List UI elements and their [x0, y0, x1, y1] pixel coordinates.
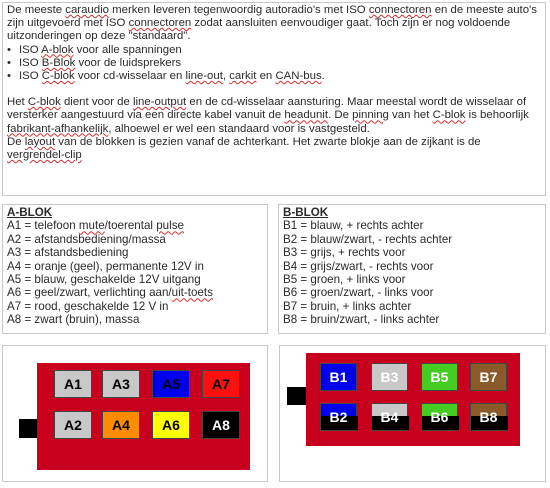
pin-label: A5	[162, 376, 180, 392]
text-run: ,	[222, 70, 230, 83]
text-run: B3 = grijs, + rechts voor	[283, 246, 406, 260]
pin-b1	[320, 363, 357, 391]
b-blok-row	[283, 260, 541, 273]
a-blok-row	[7, 300, 263, 313]
text-run: en de cd-wisselaar aansturing. Maar meestal wordt de wisselaar of versterker aangestuurd via een directe kabel vanuit de	[7, 96, 527, 122]
pin-label: A7	[212, 376, 230, 392]
b-blok-row	[283, 219, 541, 232]
text-run: B4 = grijs/zwart, - rechts voor	[283, 259, 434, 273]
pin-a4	[102, 411, 140, 439]
text-run: A4 = oranje (geel), permanente 12V in	[7, 259, 204, 273]
text-run: B6 = groen/zwart, - links voor	[283, 286, 434, 300]
text-run: De	[7, 135, 25, 148]
pin-a3	[102, 370, 140, 398]
spellcheck-word: uit-toets	[171, 286, 213, 300]
spellcheck-word: mute	[78, 219, 105, 233]
text-run: van het	[388, 109, 433, 122]
text-run: voor cd-wisselaar en	[74, 70, 186, 83]
text-run: ISO	[19, 56, 42, 69]
text-run: A6 = geel/zwart, verlichting aan/	[7, 286, 172, 300]
a-blok-title: A-BLOK	[7, 206, 53, 219]
a-blok-row	[7, 219, 263, 232]
spellcheck-word: C-blok	[27, 96, 61, 109]
pin-label: A3	[112, 376, 130, 392]
text-run: B7 = bruin, + links achter	[283, 299, 412, 313]
text-run: A1 = telefoon	[7, 219, 79, 233]
text-run: .	[321, 70, 325, 83]
a-blok-row	[7, 313, 263, 326]
text-run: De meeste	[7, 4, 66, 16]
text-run: . De	[328, 109, 353, 122]
text-run: B8 = bruin/zwart, - links achter	[283, 313, 440, 327]
text-run: zodat aansluiten eenvoudiger gaat. Toch zijn er nog voldoende uitzonderingen op deze "standaard".	[7, 17, 511, 43]
spellcheck-word: pinning	[352, 109, 389, 122]
b-blok-row	[283, 300, 541, 313]
spellcheck-word: vergrendel-clip	[7, 149, 82, 162]
pin-b3	[371, 363, 408, 391]
text-run: en	[256, 70, 276, 83]
iso-block-list	[7, 44, 541, 84]
text-run: B1 = blauw, + rechts achter	[283, 219, 424, 233]
list-item	[7, 44, 541, 57]
pin-label: A4	[112, 417, 130, 433]
pin-label: A2	[64, 417, 82, 433]
a-connector-diagram	[2, 345, 268, 482]
spellcheck-word: fabrikant-afhankelijk	[7, 122, 109, 135]
intro-paragraph-1	[7, 4, 541, 44]
spellcheck-word: caraudio	[65, 4, 109, 16]
intro-text-box	[2, 2, 546, 196]
pin-a7	[202, 370, 240, 398]
locking-clip	[287, 387, 306, 405]
text-run: A5 = blauw, geschakelde 12V uitgang	[7, 273, 201, 287]
b-blok-title: B-BLOK	[283, 206, 329, 219]
text-run: merken leveren tegenwoordig autoradio's met ISO	[108, 4, 369, 16]
text-run: A7 = rood, geschakelde 12 V in	[7, 299, 169, 313]
pin-b7	[470, 363, 507, 391]
pin-label: B1	[329, 369, 348, 385]
spellcheck-word: line-out	[185, 70, 223, 83]
a-blok-row	[7, 260, 263, 273]
pin-b8	[470, 403, 507, 431]
text-run: is behoorlijk	[465, 109, 529, 122]
pin-b4	[371, 403, 408, 431]
b-blok-row	[283, 233, 541, 246]
b-blok-legend	[278, 204, 546, 334]
text-run: A2 = afstandsbediening/massa	[7, 232, 166, 246]
locking-clip	[19, 419, 37, 438]
b-blok-row	[283, 286, 541, 299]
text-run: B5 = groen, + links voor	[283, 273, 406, 287]
a-blok-row	[7, 246, 263, 259]
text-run: Het	[7, 96, 28, 109]
pin-label: B4	[380, 409, 399, 425]
b-blok-row	[283, 313, 541, 326]
a-blok-legend	[2, 204, 268, 334]
text-run: ISO	[19, 70, 42, 83]
intro-paragraph-2	[7, 96, 541, 136]
pin-label: B6	[430, 409, 449, 425]
spellcheck-word: connectoren	[368, 4, 432, 16]
text-run: voor alle spanningen	[73, 43, 182, 56]
a-blok-row	[7, 273, 263, 286]
text-run: A3 = afstandsbediening	[7, 246, 129, 260]
spellcheck-word: A-blok	[41, 43, 74, 56]
pin-label: B5	[430, 369, 449, 385]
list-item	[7, 70, 541, 83]
list-item	[7, 57, 541, 70]
text-run: en de meeste auto's zijn uitgevoerd met ISO	[7, 4, 537, 30]
b-connector-diagram	[279, 345, 546, 482]
pin-label: B2	[329, 409, 348, 425]
text-run: voor de luidsprekers	[75, 56, 182, 69]
spellcheck-word: B-Blok	[41, 56, 76, 69]
text-run: , alhoewel er wel een standaard voor is vastgesteld.	[108, 122, 370, 135]
a-blok-row	[7, 233, 263, 246]
pin-label: B8	[479, 409, 498, 425]
pin-label: A8	[212, 417, 230, 433]
pin-label: B7	[479, 369, 498, 385]
text-run: van de blokken is gezien vanaf de achterkant. Het zwarte blokje aan de zijkant is de	[55, 135, 481, 148]
pin-a5	[152, 370, 190, 398]
b-blok-row	[283, 246, 541, 259]
spellcheck-word: carkit	[229, 70, 257, 83]
spellcheck-word: CAN-bus	[275, 70, 322, 83]
text-run: ISO	[19, 43, 42, 56]
pin-a6	[152, 411, 190, 439]
pin-label: A6	[162, 417, 180, 433]
a-blok-row	[7, 286, 263, 299]
pin-b5	[421, 363, 458, 391]
spellcheck-word: pulse	[156, 219, 184, 233]
spellcheck-word: headunit	[284, 109, 329, 122]
intro-paragraph-3	[7, 136, 541, 162]
text-run: A8 = zwart (bruin), massa	[7, 313, 140, 327]
b-blok-row	[283, 273, 541, 286]
text-run: dient voor de	[60, 96, 133, 109]
spellcheck-word: layout	[24, 135, 56, 148]
pin-b6	[421, 403, 458, 431]
text-run: B2 = blauw/zwart, - rechts achter	[283, 232, 453, 246]
pin-a1	[54, 370, 92, 398]
spellcheck-word: line-output	[133, 96, 187, 109]
text-run: /toerental	[104, 219, 157, 233]
spellcheck-word: connectoren	[128, 17, 192, 30]
pin-label: A1	[64, 376, 82, 392]
pin-a8	[202, 411, 240, 439]
pin-b2	[320, 403, 357, 431]
spellcheck-word: C-blok	[41, 70, 75, 83]
pin-a2	[54, 411, 92, 439]
pin-label: B3	[380, 369, 399, 385]
spellcheck-word: C-blok	[432, 109, 466, 122]
